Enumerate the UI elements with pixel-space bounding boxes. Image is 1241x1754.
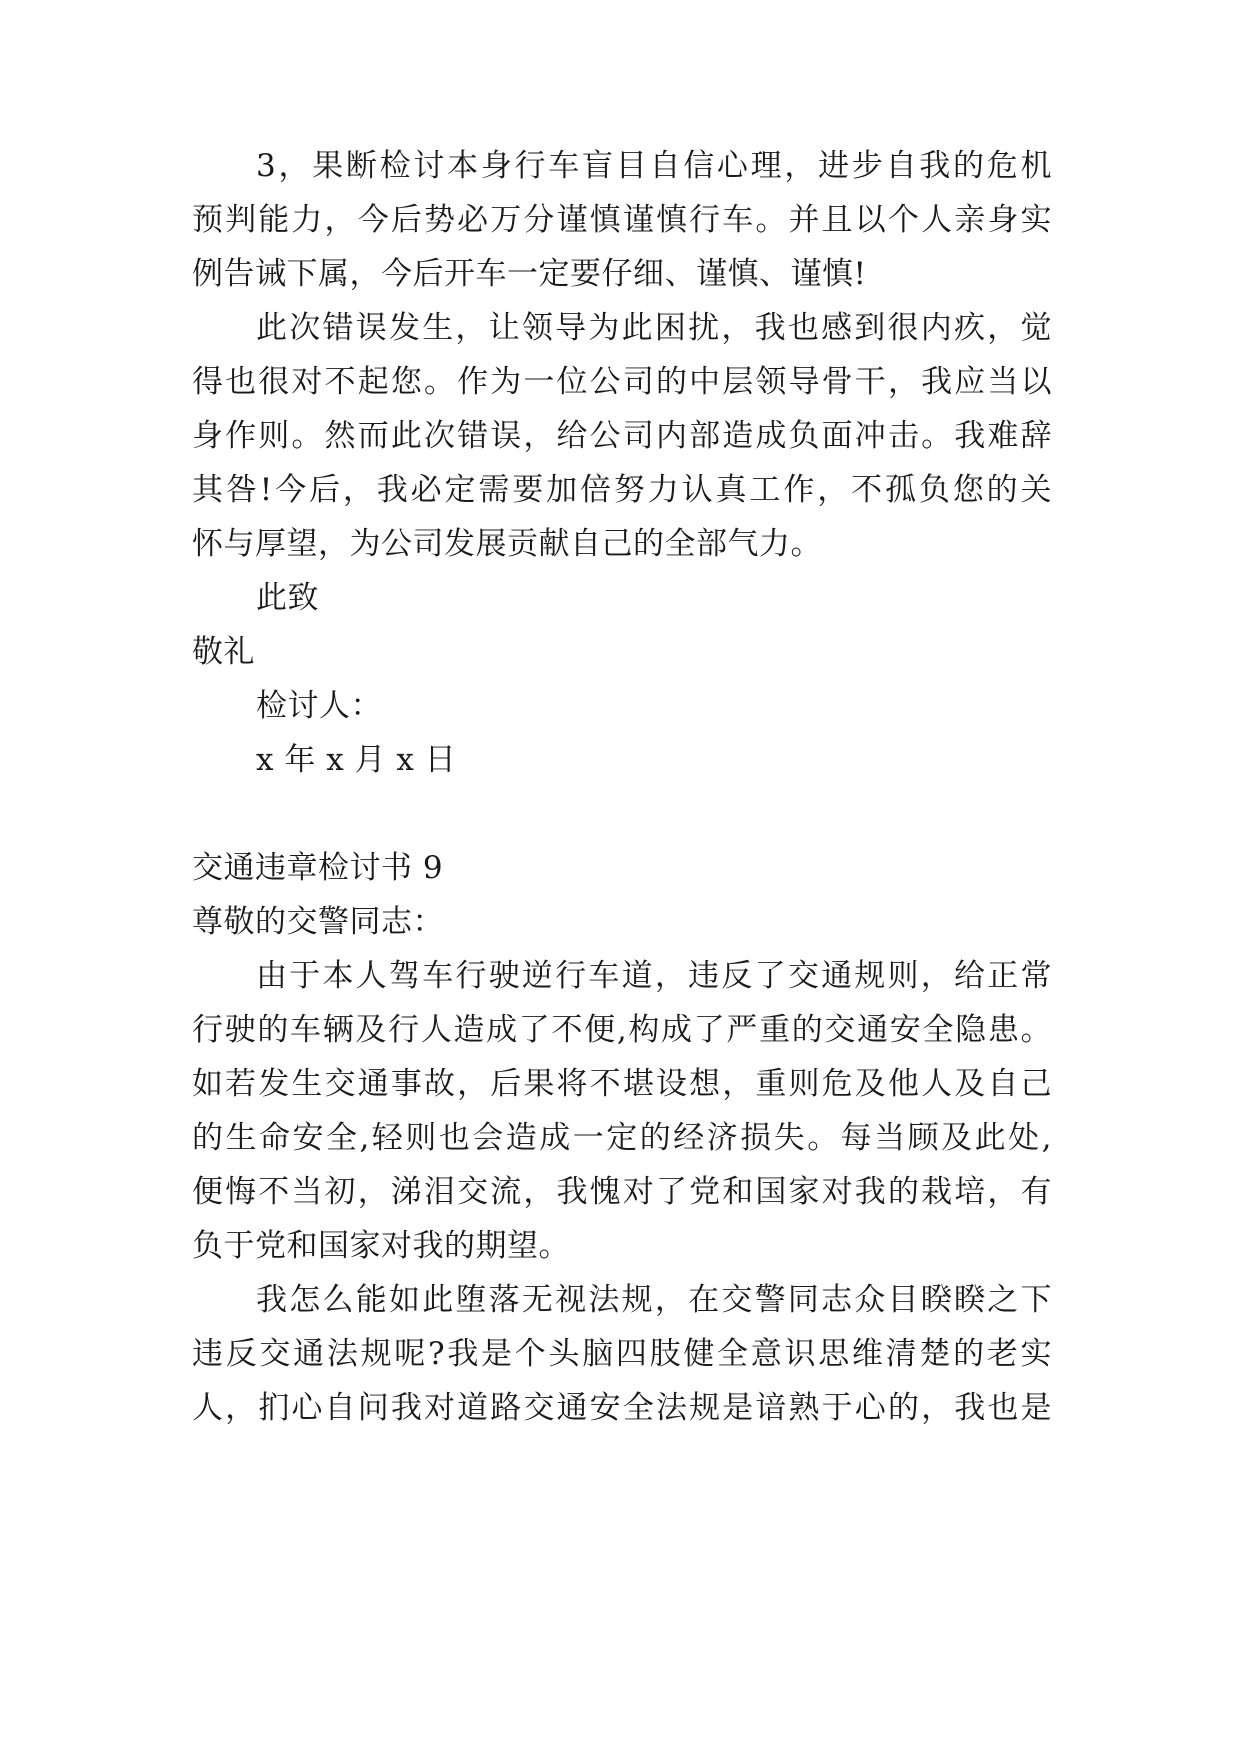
body-text-line: 的生命安全,轻则也会造成一定的经济损失。每当顾及此处,: [192, 1120, 1052, 1156]
body-text-line: 3，果断检讨本身行车盲目自信心理，进步自我的危机: [256, 148, 1052, 184]
body-text-line: 得也很对不起您。作为一位公司的中层领导骨干，我应当以: [192, 364, 1052, 400]
body-text-line: 便悔不当初，涕泪交流，我愧对了党和国家对我的栽培，有: [192, 1174, 1052, 1210]
body-text-line: 人，扪心自问我对道路交通安全法规是谙熟于心的，我也是: [192, 1390, 1052, 1426]
body-text-line: 我怎么能如此堕落无视法规，在交警同志众目睽睽之下: [256, 1282, 1052, 1318]
body-text-line: 违反交通法规呢?我是个头脑四肢健全意识思维清楚的老实: [192, 1336, 1052, 1372]
body-text-line: 由于本人驾车行驶逆行车道，违反了交通规则，给正常: [256, 958, 1052, 994]
body-text-line: 其咎!今后，我必定需要加倍努力认真工作，不孤负您的关: [192, 472, 1052, 508]
body-text-line: 例告诫下属，今后开车一定要仔细、谨慎、谨慎!: [192, 256, 867, 292]
closing-line: 此致: [256, 580, 319, 616]
body-text-line: 身作则。然而此次错误，给公司内部造成负面冲击。我难辞: [192, 418, 1052, 454]
body-text-line: 如若发生交通事故，后果将不堪设想，重则危及他人及自己: [192, 1066, 1052, 1102]
date-line: x 年 x 月 x 日: [256, 742, 457, 778]
body-text-line: 预判能力，今后势必万分谨慎谨慎行车。并且以个人亲身实: [192, 202, 1052, 238]
body-text-line: 行驶的车辆及行人造成了不便,构成了严重的交通安全隐患。: [192, 1012, 1052, 1048]
body-text-line: 怀与厚望，为公司发展贡献自己的全部气力。: [192, 526, 822, 562]
closing-salute: 敬礼: [192, 634, 255, 670]
body-text-line: 负于党和国家对我的期望。: [192, 1228, 570, 1264]
body-text-line: 此次错误发生，让领导为此困扰，我也感到很内疚，觉: [256, 310, 1052, 346]
signer-label: 检讨人：: [256, 688, 382, 724]
section-title: 交通违章检讨书 9: [192, 850, 444, 886]
salutation: 尊敬的交警同志：: [192, 904, 444, 940]
